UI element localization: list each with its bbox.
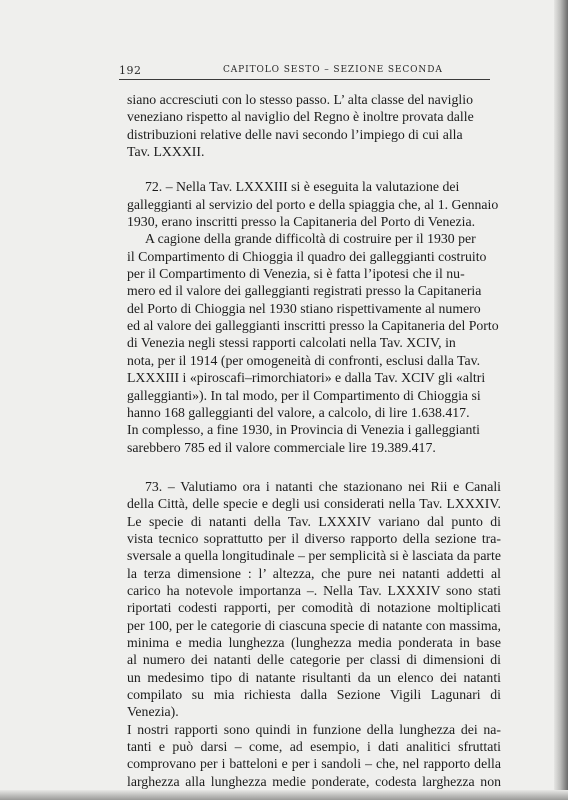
paragraph-73 — [127, 478, 501, 790]
text-line: In complesso, a fine 1930, in Provincia di Venezia i galleggianti — [127, 422, 481, 438]
text-line: per 100, per le categorie di ciascuna specie di natante con massima, — [127, 617, 501, 633]
text-line: compilato su mia richiesta dalla Sezione Vigili Lagunari di Venezia). — [127, 687, 501, 720]
text-line: galleggianti»). In tal modo, per il Compartimento di Chioggia si — [127, 387, 481, 403]
text-line: della Città, delle specie e degli usi considerati nella Tav. LXXXIV. — [127, 496, 501, 512]
text-line: veneziano rispetto al naviglio del Regno è inoltre provata dalle — [127, 109, 474, 125]
text-line: 1930, erano inscritti presso la Capitaneria del Porto di Venezia. — [127, 214, 476, 230]
text-line: sversale a quella longitudinale – per semplicità si è lasciata da parte — [127, 548, 501, 564]
text-line: galleggianti al servizio del porto e della spiaggia che, al 1. Gennaio — [127, 196, 499, 212]
paragraph-continuation — [127, 91, 501, 160]
text-line: nota, per il 1914 (per omogeneità di confronti, esclusi dalla Tav. — [127, 352, 481, 368]
text-line: 72. – Nella Tav. LXXXIII si è eseguita la valutazione dei — [145, 179, 460, 195]
page-header — [119, 64, 490, 78]
text-line: del Porto di Chioggia nel 1930 stiano rispettivamente al numero — [127, 300, 481, 316]
paragraph-gap — [127, 456, 501, 478]
body-text — [127, 91, 501, 790]
page-number: 192 — [119, 64, 142, 77]
text-line: ed al valore dei galleggianti inscritti presso la Capitaneria del Porto — [127, 318, 499, 334]
text-line: LXXXIII i «piroscafi–rimorchiatori» e dalla Tav. XCIV gli «altri — [127, 370, 486, 386]
text-line: il Compartimento di Chioggia il quadro dei galleggianti costruito — [127, 248, 487, 264]
text-line: A cagione della grande difficoltà di costruire per il 1930 per — [145, 231, 476, 247]
paragraph-72 — [127, 178, 501, 230]
text-line: vista tecnico soprattutto per il diverso rapporto della sezione tra- — [127, 530, 501, 546]
text-line: siano accresciuti con lo stesso passo. L’ alta classe del naviglio — [127, 92, 473, 107]
paragraph-gap — [127, 160, 501, 178]
text-line: I nostri rapporti sono quindi in funzione della lunghezza dei na- — [127, 721, 501, 737]
text-line: la terza dimensione : l’ altezza, che pure nei natanti addetti al — [127, 565, 501, 581]
page-edge-shadow — [554, 0, 568, 800]
text-line: larghezza alla lunghezza medie ponderate, codesta larghezza non — [127, 773, 501, 789]
text-line: per il Compartimento di Venezia, si è fatta l’ipotesi che il nu- — [127, 266, 465, 282]
page-bottom-shadow — [0, 790, 568, 800]
text-line: hanno 168 galleggianti del valore, a calcolo, di lire 1.638.417. — [127, 404, 470, 420]
text-line: di Venezia negli stessi rapporti calcolati nella Tav. XCIV, in — [127, 335, 456, 351]
text-line: sarebbero 785 ed il valore commerciale lire 19.389.417. — [127, 439, 436, 455]
text-line: riportati codesti rapporti, per comodità di notazione moltiplicati — [127, 600, 501, 616]
running-head: CAPITOLO SESTO – SEZIONE SECONDA — [223, 65, 443, 75]
paragraph-chioggia — [127, 230, 501, 455]
text-line: un medesimo tipo di natante risultanti da un elenco dei natanti — [127, 669, 501, 685]
text-line: distribuzioni relative delle navi secondo l’impiego di cui alla — [127, 126, 463, 142]
text-line: al numero dei natanti delle categorie per classi di dimensioni di — [127, 652, 501, 668]
text-line: Tav. LXXXII. — [127, 144, 205, 160]
text-line: carico ha notevole importanza –. Nella Tav. LXXXIV sono stati — [127, 582, 501, 598]
text-line: 73. – Valutiamo ora i natanti che stazionano nei Rii e Canali — [145, 478, 501, 494]
text-line: tanti e può darsi – come, ad esempio, i dati analitici sfruttati — [127, 739, 501, 755]
text-line: Le specie di natanti della Tav. LXXXIV variano dal punto di — [127, 513, 501, 529]
text-line: comprovano per i batteloni e per i sandoli – che, nel rapporto della — [127, 756, 501, 772]
text-line: mero ed il valore dei galleggianti registrati presso la Capitaneria — [127, 283, 482, 299]
text-line: minima e media lunghezza (lunghezza media ponderata in base — [127, 634, 501, 650]
header-rule — [119, 79, 490, 80]
